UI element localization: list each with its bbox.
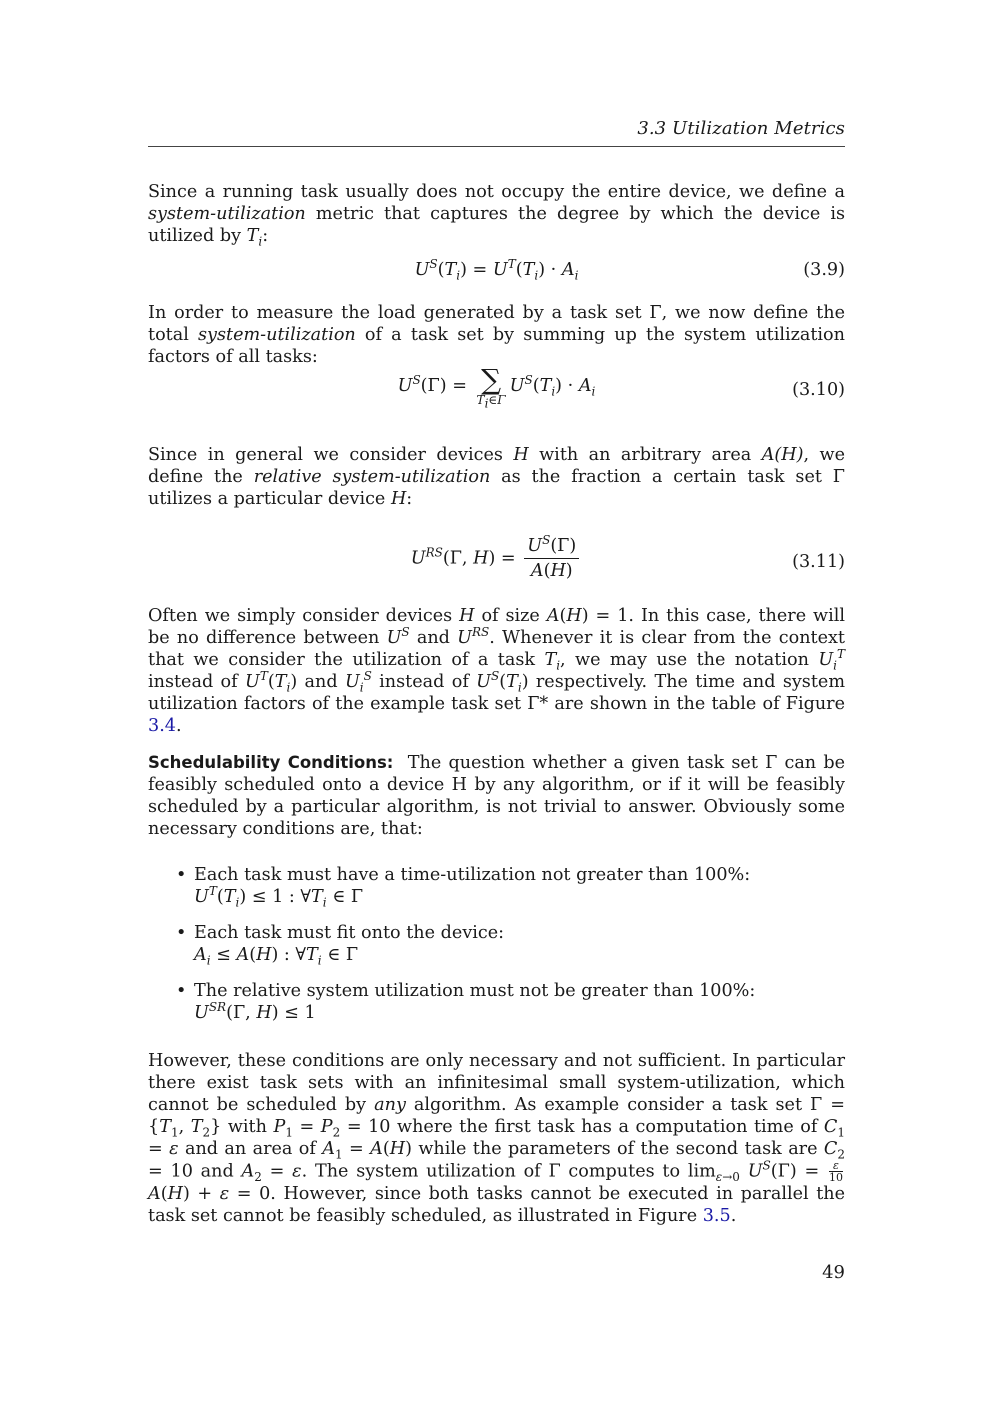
equation-3-10 <box>148 363 845 426</box>
fraction: $\frac{U^S(\Gamma)}{A(H)}$ <box>524 536 579 581</box>
summation-symbol: ∑ $T_i\in\Gamma$ <box>476 363 506 411</box>
equation-3-11-number: (3.11) <box>792 552 845 572</box>
paragraph-system-utilization: Since a running task usually does not occupy the entire device, we define a system-utilization metric that captures the degree by which the device is utilized by $T_i$: <box>148 182 845 249</box>
equation-3-10-formula: $U^S(\Gamma)$ = ∑ $T_i\in\Gamma$ $U^S(T_i) \cdot A_i$ <box>397 363 596 411</box>
conditions-list <box>148 864 845 1038</box>
list-item: • The relative system utilization must not be greater than 100%: $U^{SR}(\Gamma$, H) ≤ 1 <box>176 981 756 1023</box>
header-rule <box>148 146 845 147</box>
paragraph-example: However, these conditions are only necessary and not sufficient. In particular there exist task sets with an infinitesimal small system-utilization, which cannot be scheduled by any algorithm. As example consider a task set $\Gamma = \{T_1$, $T_2$} with $P_1 = P_2 = 10$ where the first task has a computation time of $C_1 = \varepsilon$ and an area of $A_1 = A(H)$ while the parameters of the second task are $C_2 = 10$ and $A_2 = \varepsilon$. The system utilization of Γ computes to $\lim_{\varepsilon\to 0} U^S(\Gamma)$ = $\frac{\varepsilon}{10}A(H) + \varepsilon = 0$. However, since both tasks cannot be executed in parallel the task set cannot be feasibly scheduled, as illustrated in Figure 3.5. <box>148 1051 846 1226</box>
paragraph-relative-utilization: Since in general we consider devices H with an arbitrary area A(H), we define the relative system-utilization as the fraction a certain task set Γ utilizes a particular device H: <box>148 445 845 509</box>
equation-3-9-formula: $U^S(T_i) = U^T(T_i) \cdot A_i$ <box>414 257 579 283</box>
condition-formula: $U^{SR}(\Gamma$, H) ≤ 1 <box>194 1000 316 1023</box>
condition-formula: $U^T(T_i) \le 1$ : $\forall T_i$ ∈ Γ <box>194 884 364 910</box>
schedulability-heading: Schedulability Conditions: <box>148 753 394 772</box>
paragraph-schedulability: Schedulability Conditions: The question whether a given task set Γ can be feasibly scheduled onto a device H by any algorithm, or if it will be feasibly scheduled by a particular algorithm, is not trivial to answer. Obviously some necessary conditions are, that: <box>148 753 845 839</box>
equation-3-11 <box>148 533 845 592</box>
list-item: • Each task must have a time-utilization not greater than 100%: $U^T(T_i) \le 1$ : $\forall T_i$ ∈ Γ <box>176 865 751 910</box>
condition-formula: $A_i \le A(H)$ : $\forall T_i$ ∈ Γ <box>194 945 359 968</box>
page-number: 49 <box>822 1262 845 1283</box>
equation-3-10-number: (3.10) <box>792 380 845 400</box>
equation-3-9-number: (3.9) <box>803 260 845 280</box>
paragraph-total-utilization: In order to measure the load generated by a task set Γ, we now define the total system-utilization of a task set by summing up the system utilization factors of all tasks: <box>148 303 845 367</box>
figure-3-4-link[interactable]: 3.4 <box>148 716 176 736</box>
figure-3-5-link[interactable]: 3.5 <box>702 1206 731 1226</box>
running-head: 3.3 Utilization Metrics <box>637 118 845 139</box>
list-item: • Each task must fit onto the device: $A_i \le A(H)$ : $\forall T_i$ ∈ Γ <box>176 923 505 968</box>
equation-3-9 <box>148 252 845 292</box>
paragraph-notation: Often we simply consider devices H of size A(H) = 1. In this case, there will be no difference between $U^S$ and $U^{RS}$. Whenever it is clear from the context that we consider the utilization of a task $T_i$, we may use the notation $U_i^T$ instead of $U^T(T_i)$ and $U_i^S$ instead of $U^S(T_i)$ respectively. The time and system utilization factors of the example task set Γ* are shown in the table of Figure 3.4. <box>148 606 845 736</box>
equation-3-11-formula: $U^{RS}(\Gamma$, H) = $\frac{U^S(\Gamma)}{A(H)}$ <box>148 536 845 581</box>
